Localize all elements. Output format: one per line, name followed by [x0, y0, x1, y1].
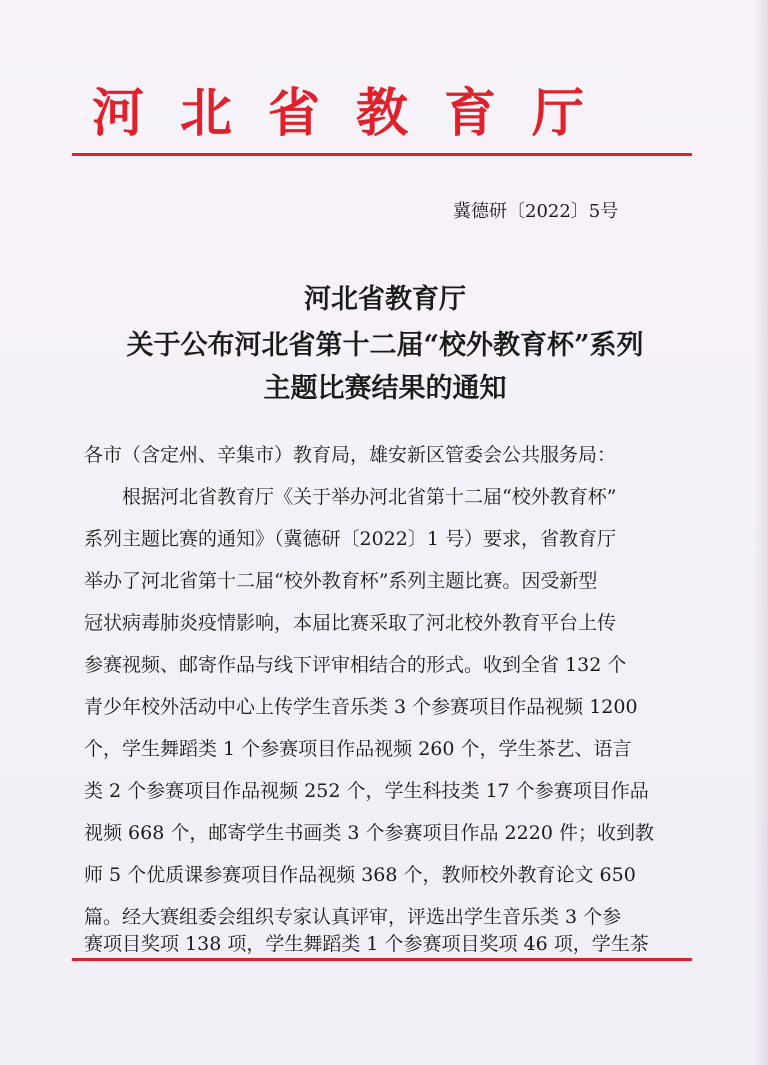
letterhead-title: 河北省教育厅 [92, 83, 621, 144]
scan-edge-shadow [754, 0, 768, 1065]
body-line: 视频 668 个，邮寄学生书画类 3 个参赛项目作品 2220 件；收到教 [84, 822, 654, 844]
body-line: 赛项目奖项 138 项，学生舞蹈类 1 个参赛项目奖项 46 项，学生茶 [84, 933, 649, 955]
body-line: 根据河北省教育厅《关于举办河北省第十二届“校外教育杯” [122, 486, 617, 508]
document-number: 冀德研〔2022〕5号 [453, 201, 619, 222]
body-line: 篇。经大赛组委会组织专家认真评审，评选出学生音乐类 3 个参 [84, 906, 622, 928]
body-line: 个，学生舞蹈类 1 个参赛项目作品视频 260 个，学生茶艺、语言 [84, 738, 632, 760]
document-heading-line-1: 河北省教育厅 [304, 284, 466, 315]
salutation: 各市（含定州、辛集市）教育局，雄安新区管委会公共服务局： [84, 444, 617, 466]
body-line: 师 5 个优质课参赛项目作品视频 368 个，教师校外教育论文 650 [84, 864, 636, 886]
body-line: 青少年校外活动中心上传学生音乐类 3 个参赛项目作品视频 1200 [84, 696, 638, 718]
body-line: 系列主题比赛的通知》（冀德研〔2022〕1 号）要求，省教育厅 [84, 528, 616, 550]
body-line: 类 2 个参赛项目作品视频 252 个，学生科技类 17 个参赛项目作品 [84, 780, 649, 802]
body-line: 举办了河北省第十二届“校外教育杯”系列主题比赛。因受新型 [84, 570, 598, 592]
document-heading-line-3: 主题比赛结果的通知 [263, 373, 507, 404]
body-line: 参赛视频、邮寄作品与线下评审相结合的形式。收到全省 132 个 [84, 654, 627, 676]
footer-red-rule [72, 958, 692, 961]
document-heading-line-2: 关于公布河北省第十二届“校外教育杯”系列 [126, 330, 644, 361]
letterhead-red-rule [72, 153, 692, 156]
body-line: 冠状病毒肺炎疫情影响，本届比赛采取了河北校外教育平台上传 [84, 612, 617, 634]
